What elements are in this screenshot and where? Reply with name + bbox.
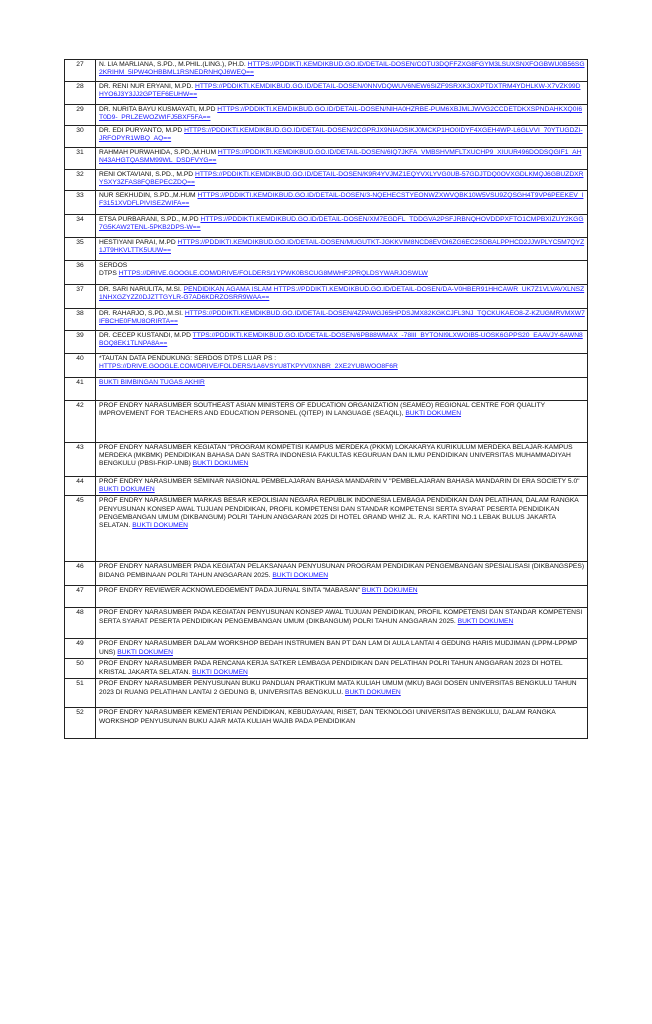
row-content-cell	[96, 148, 588, 170]
content-paragraph	[99, 640, 585, 656]
document-link[interactable]: PENDIDIKAN AGAMA ISLAM HTTPS://PDDIKTI.KEMDIKBUD.GO.ID/DETAIL-DOSEN/DA-V0HBER91HHCAWR_UK7Z1VLVAVXLNSZ1NHXGZYZZ0DJZTTGYLR-G7AD6KDRZOSRR9WAA==	[99, 286, 585, 302]
document-link[interactable]: BUKTI DOKUMEN	[99, 486, 155, 494]
table-row	[65, 443, 588, 477]
row-content-cell	[96, 378, 588, 401]
row-content-cell	[96, 285, 588, 309]
row-number-cell: 41	[65, 378, 96, 401]
document-link[interactable]: BUKTI BIMBINGAN TUGAS AKHIR	[99, 379, 205, 386]
table-row	[65, 105, 588, 126]
content-text: RAHMAH PURWAHIDA, S.PD.,M.HUM	[99, 149, 217, 156]
content-paragraph	[99, 680, 585, 696]
content-text: PROF ENDRY NARASUMBER PADA KEGIATAN PENYUSUNAN KONSEP AWAL TUJUAN PENDIDIKAN, PROFIL KOMPETENSI DAN STANDAR KOMPETENSI SERTA SYARAT PESERTA PENDIDIKAN PENGEMBANGAN UMUM (DIKBANGUM) POLRI TAHUN ANGGARAN 2025.	[99, 609, 583, 625]
content-text: DTPS	[99, 270, 117, 278]
content-text: N. LIA MARLIANA, S.PD., M.PHIL.(LING.), PH.D.	[99, 61, 246, 68]
table-row	[65, 148, 588, 170]
row-number-cell: 30	[65, 126, 96, 148]
document-link[interactable]: HTTPS://PDDIKTI.KEMDIKBUD.GO.ID/DETAIL-DOSEN/MUGUTKT-JGKKVIM8NCD8EVOI6ZG6EC2SDBALPPHCD2JJWPLYC5M7QYZ1JT9HKVLTTK5UUW==	[99, 239, 585, 255]
lecturer-evidence-table	[64, 59, 588, 739]
row-content-cell	[96, 309, 588, 331]
row-number-cell: 32	[65, 170, 96, 191]
row-content-cell	[96, 496, 588, 562]
document-link[interactable]: HTTPS://PDDIKTI.KEMDIKBUD.GO.ID/DETAIL-DOSEN/0NNVDQWUV6NEW6SIZF9SRXK3OXPTDXTRM4YDHLKW-X7VZK99DHYO6J3Y3JJ2GPTEF6EUHW==	[99, 83, 581, 99]
document-link[interactable]: HTTPS://DRIVE.GOOGLE.COM/DRIVE/FOLDERS/1YPWK0BSCUG8MWHF2PRQLDSYWARJOSWLW	[118, 270, 428, 278]
row-number-cell: 43	[65, 443, 96, 477]
table-row	[65, 309, 588, 331]
row-number-cell: 40	[65, 354, 96, 378]
content-paragraph	[99, 478, 585, 494]
row-number-cell: 46	[65, 562, 96, 586]
document-link[interactable]: HTTPS://PDDIKTI.KEMDIKBUD.GO.ID/DETAIL-DOSEN/3-NQEHECSTYEONWZXWVQBK10W5VSU9ZQSGH4T9VP6PEEKEV_IF3151XVDFLPIVISEZWIFA==	[99, 192, 584, 208]
content-text: ETSA PURBARANI, S.PD., M.PD	[99, 216, 199, 223]
content-paragraph	[99, 270, 585, 278]
row-number-cell: 34	[65, 215, 96, 238]
content-paragraph	[99, 402, 585, 418]
document-link[interactable]: HTTPS://PDDIKTI.KEMDIKBUD.GO.ID/DETAIL-DOSEN/4ZPAWGJ65HPDSJMX82KGKCJFL3NJ_TQCKUKAEO8-Z-KZUGMRVMXW7IFBCHE0FMU8ORIRTA==	[99, 310, 585, 326]
document-link[interactable]: BUKTI DOKUMEN	[405, 410, 462, 418]
content-text: PROF ENDRY NARASUMBER PADA RENCANA KERJA SATKER LEMBAGA PENDIDIKAN DAN PELATIHAN POLRI TAHUN ANGGARAN 2023 DI HOTEL KRISTAL JAKARTA SELATAN.	[99, 660, 563, 676]
table-row	[65, 679, 588, 708]
document-link[interactable]: HTTPS://PDDIKTI.KEMDIKBUD.GO.ID/DETAIL-DOSEN/K9R4YVJMZ1EQYVXLYVG0UB-57GDJTDQ0OVXGDLKMQJ6GBUZDXRYSXY3ZFAS8FQBEPECZDQ==	[99, 171, 584, 187]
content-paragraph	[99, 216, 585, 232]
content-paragraph	[99, 609, 585, 625]
table-row	[65, 608, 588, 639]
content-text: PROF ENDRY NARASUMBER PADA KEGIATAN PELAKSANAAN PENYUSUNAN PROGRAM PENDIDIKAN PENGEMBANGAN SPESIALISASI (DIKBANGSPES) BIDANG PEMBINAAN POLRI TAHUN ANGGARAN 2025.	[99, 563, 585, 579]
row-number-cell: 27	[65, 60, 96, 82]
table-row	[65, 708, 588, 739]
row-number-cell: 48	[65, 608, 96, 639]
table-row	[65, 215, 588, 238]
table-row	[65, 562, 588, 586]
document-link[interactable]: BUKTI DOKUMEN	[272, 571, 329, 579]
row-content-cell	[96, 105, 588, 126]
document-link[interactable]: HTTPS://PDDIKTI.KEMDIKBUD.GO.ID/DETAIL-DOSEN/NIHA0HZRBE-PUM6XBJMLJWVG2CCDETDKXSPNDAHKXQ0I6T0D9-_PRLZEWOZWIFJ5BXF5FA==	[99, 106, 583, 122]
row-number-cell: 33	[65, 191, 96, 215]
row-content-cell	[96, 60, 588, 82]
row-number-cell: 45	[65, 496, 96, 562]
row-content-cell	[96, 443, 588, 477]
document-link[interactable]: BUKTI DOKUMEN	[345, 688, 401, 696]
row-content-cell	[96, 82, 588, 105]
content-paragraph	[99, 332, 585, 348]
table-row	[65, 60, 588, 82]
row-content-cell	[96, 191, 588, 215]
content-paragraph	[99, 61, 585, 77]
row-number-cell: 37	[65, 285, 96, 309]
content-paragraph	[99, 363, 585, 371]
row-content-cell	[96, 586, 588, 608]
row-content-cell	[96, 562, 588, 586]
row-content-cell	[96, 261, 588, 285]
row-content-cell	[96, 679, 588, 708]
content-text: PROF ENDRY REVIEWER ACKNOWLEDGEMENT PADA JURNAL SINTA "MABASAN"	[99, 587, 361, 595]
content-paragraph	[99, 497, 585, 530]
row-content-cell	[96, 608, 588, 639]
row-number-cell: 31	[65, 148, 96, 170]
content-text: DR. NURITA BAYU KUSMAYATI, M.PD	[99, 106, 216, 113]
content-paragraph	[99, 660, 585, 676]
document-link[interactable]: BUKTI DOKUMEN	[361, 587, 418, 595]
row-content-cell	[96, 659, 588, 679]
document-link[interactable]: TTPS://PDDIKTI.KEMDIKBUD.GO.ID/DETAIL-DOSEN/6PB88WMAX_-78III_BYTONI9LXWOIB5-UOSK6GPPS20_EAAVJY-6AWN8BOQ8EK1TLNPA8A==	[99, 332, 583, 348]
document-link[interactable]: BUKTI DOKUMEN	[132, 522, 188, 530]
content-paragraph	[99, 149, 585, 165]
row-number-cell: 38	[65, 309, 96, 331]
row-content-cell	[96, 238, 588, 261]
document-link[interactable]: HTTPS://DRIVE.GOOGLE.COM/DRIVE/FOLDERS/1A6VSYU8TKPYV0XNBR_2XE2YUBWOO8F6R	[99, 363, 398, 371]
table-row	[65, 261, 588, 285]
row-number-cell: 50	[65, 659, 96, 679]
document-link[interactable]: BUKTI DOKUMEN	[457, 617, 514, 625]
content-line: *TAUTAN DATA PENDUKUNG: SERDOS DTPS LUAR PS :	[99, 355, 277, 362]
content-paragraph	[99, 709, 585, 725]
document-link[interactable]: HTTPS://PDDIKTI.KEMDIKBUD.GO.ID/DETAIL-DOSEN/6IQ7JKFA_VMBSHVMFLTXUCHP9_XIUUR496DODSQGIF1_AHN43AHGTQASMM99WL_DSDFVYG==	[99, 149, 582, 165]
table-row	[65, 170, 588, 191]
row-number-cell: 49	[65, 639, 96, 659]
row-content-cell	[96, 354, 588, 378]
row-number-cell: 39	[65, 331, 96, 354]
content-text: PROF ENDRY NARASUMBER MARKAS BESAR KEPOLISIAN NEGARA REPUBLIK INDONESIA LEMBAGA PENDIDIKAN DAN PELATIHAN, DALAM RANGKA PENYUSUNAN KONSEP AWAL TUJUAN PENDIDIKAN, PROFIL KOMPETENSI DAN STANDAR KOMPETENSI SERTA SYARAT PESERTA PENDIDIKAN PENGEMBANGAN UMUM (DIKBANGUM) POLRI TAHUN ANGGARAN 2025 DI HOTEL GRAND WHIZ JL. R.A. KARTINI NO.1 LEBAK BULUS JAKARTA SELATAN.	[99, 497, 579, 530]
row-number-cell: 42	[65, 401, 96, 443]
content-text: NUR SEKHUDIN, S.PD.,M.HUM	[99, 192, 196, 199]
row-number-cell: 47	[65, 586, 96, 608]
content-paragraph	[99, 379, 585, 387]
content-paragraph	[99, 563, 585, 579]
content-paragraph	[99, 106, 585, 122]
document-link[interactable]: HTTPS://PDDIKTI.KEMDIKBUD.GO.ID/DETAIL-DOSEN/2CGPRJX9NIAOSIKJ0MCKP1HO0IDYF4XGEH4WP-L6GLVVI_70YTUGDZI-JRFOPYR1WBQ_AQ==	[99, 127, 583, 143]
content-text: DR. RENI NUR ERYANI, M.PD.	[99, 83, 194, 90]
row-number-cell: 35	[65, 238, 96, 261]
content-text: PROF ENDRY NARASUMBER SOUTHEAST ASIAN MINISTERS OF EDUCATION ORGANIZATION (SEAMEO) REGIONAL CENTRE FOR QUALITY IMPROVEMENT FOR TEACHERS AND EDUCATION PERSONEL (QITEP) IN LANGUAGE (SEAQIL),	[99, 402, 546, 418]
row-content-cell	[96, 477, 588, 496]
row-content-cell	[96, 331, 588, 354]
content-paragraph	[99, 127, 585, 143]
table-body	[65, 60, 588, 739]
row-number-cell: 29	[65, 105, 96, 126]
table-row	[65, 401, 588, 443]
table-row	[65, 639, 588, 659]
row-number-cell: 52	[65, 708, 96, 739]
table-row	[65, 285, 588, 309]
content-paragraph	[99, 83, 585, 99]
table-row	[65, 238, 588, 261]
document-link[interactable]: BUKTI DOKUMEN	[117, 648, 173, 656]
content-text: RENI OKTAVIANI, S.PD., M.PD	[99, 171, 194, 178]
content-line: SERDOS	[99, 262, 128, 269]
row-number-cell: 28	[65, 82, 96, 105]
table-row	[65, 586, 588, 608]
document-link[interactable]: BUKTI DOKUMEN	[192, 668, 248, 676]
table-row	[65, 496, 588, 562]
content-paragraph	[99, 286, 585, 302]
content-text: PROF ENDRY NARASUMBER KEMENTERIAN PENDIDIKAN, KEBUDAYAAN, RISET, DAN TEKNOLOGI UNIVERSITAS BENGKULU, DALAM RANGKA WORKSHOP PENYUSUNAN BUKU AJAR MATA KULIAH WAJIB PADA PENDIDIKAN	[99, 709, 556, 725]
content-paragraph	[99, 587, 585, 595]
content-text: HESTIYANI PARAI, M.PD	[99, 239, 176, 246]
row-content-cell	[96, 126, 588, 148]
table-row	[65, 378, 588, 401]
content-text: DR. CECEP KUSTANDI, M.PD	[99, 332, 191, 339]
document-link[interactable]: BUKTI DOKUMEN	[192, 460, 249, 468]
content-text: PROF ENDRY NARASUMBER PENYUSUNAN BUKU PANDUAN PRAKTIKUM MATA KULIAH UMUM (MKU) BAGI DOSEN UNIVERSITAS BENGKULU TAHUN 2023 DI RUANG PELATIHAN LANTAI 2 GEDUNG B, UNIVERSITAS BENGKULU.	[99, 680, 577, 696]
row-content-cell	[96, 708, 588, 739]
content-paragraph	[99, 192, 585, 208]
row-content-cell	[96, 639, 588, 659]
table-row	[65, 82, 588, 105]
table-row	[65, 191, 588, 215]
table-row	[65, 354, 588, 378]
table-row	[65, 659, 588, 679]
content-text: DR. SARI NARULITA, M.SI.	[99, 286, 182, 293]
table-row	[65, 331, 588, 354]
document-link[interactable]: HTTPS://PDDIKTI.KEMDIKBUD.GO.ID/DETAIL-DOSEN/COTU3DQFFZXG8FGYM3LSUXSNXFOGBWU0B56SG2KRIHM_5IPW4OHBBML1RSNEDRNHQJ6WEQ==	[99, 61, 585, 77]
content-text: PROF ENDRY NARASUMBER KEGIATAN "PROGRAM KOMPETISI KAMPUS MERDEKA (PKKM) LOKAKARYA KURIKULUM MERDEKA BELAJAR-KAMPUS MERDEKA (MKBMK) PENDIDIKAN BAHASA DAN SASTRA INDONESIA FAKULTAS KEGURUAN DAN ILMU PENDIDIKAN UNIVERSITAS MUHAMMADIYAH BENGKULU (PBSI-FKIP-UNB)	[99, 444, 573, 468]
content-text: PROF ENDRY NARASUMBER SEMINAR NASIONAL PEMBELAJARAN BAHASA MANDARIN V "PEMBELAJARAN BAHASA MANDARIN DI ERA SOCIETY 5.0"	[99, 478, 580, 485]
row-content-cell	[96, 401, 588, 443]
row-number-cell: 44	[65, 477, 96, 496]
row-number-cell: 51	[65, 679, 96, 708]
content-text: DR. RAHARJO, S.PD.,M.SI.	[99, 310, 183, 317]
row-content-cell	[96, 215, 588, 238]
content-paragraph	[99, 239, 585, 255]
document-link[interactable]: HTTPS://PDDIKTI.KEMDIKBUD.GO.ID/DETAIL-DOSEN/XM7EGDFL_TDDGVA2PSFJRBNQHOVDDPXFTO1CMPBXIZUY2KGG7G5KAW2TENL-5PKB2DPS-W==	[99, 216, 584, 232]
table-row	[65, 126, 588, 148]
content-text: PROF ENDRY NARASUMBER DALAM WORKSHOP BEDAH INSTRUMEN BAN PT DAN LAM DI AULA LANTAI 4 GEDUNG HARIS MUDJIMAN (LPPM-LPPMP UNS)	[99, 640, 578, 656]
content-text: DR. EDI PURYANTO, M.PD	[99, 127, 183, 134]
content-paragraph	[99, 444, 585, 469]
content-paragraph	[99, 171, 585, 187]
content-paragraph	[99, 310, 585, 326]
table-row	[65, 477, 588, 496]
row-content-cell	[96, 170, 588, 191]
row-number-cell: 36	[65, 261, 96, 285]
